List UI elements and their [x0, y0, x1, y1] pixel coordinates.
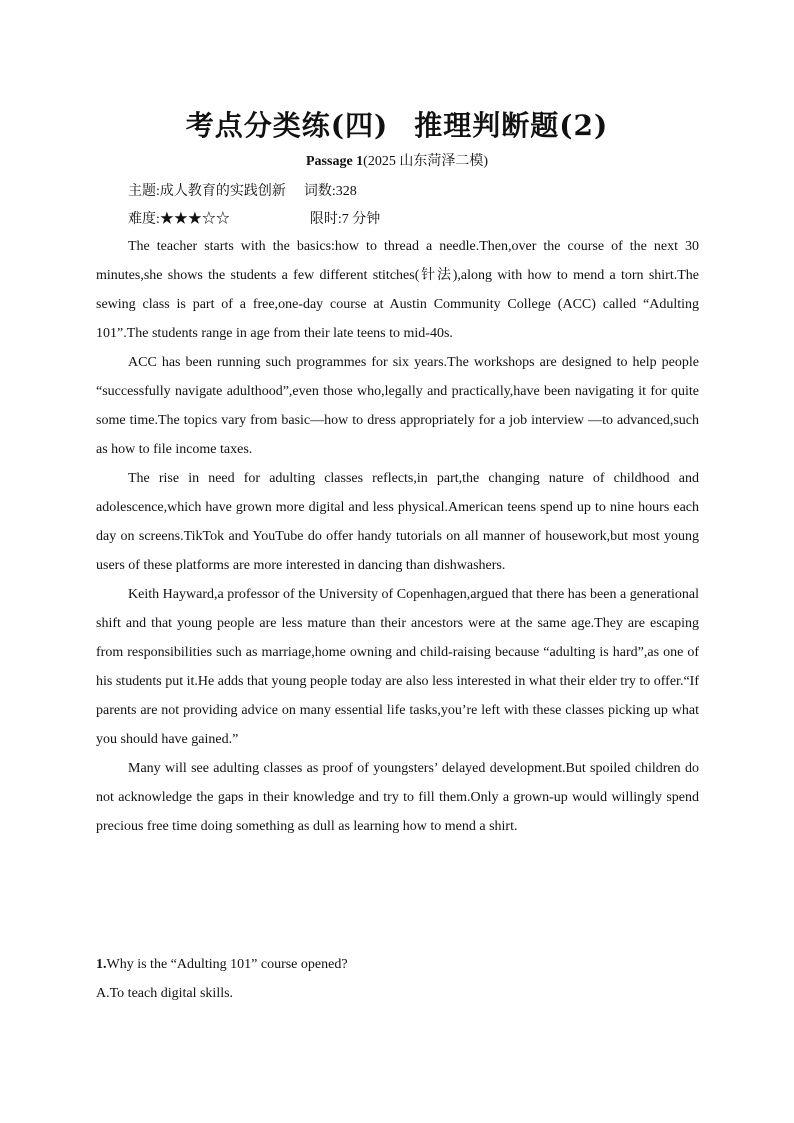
question-number: 1. [96, 957, 107, 972]
question-1 [96, 957, 348, 973]
time-limit: 限时:7 分钟 [309, 212, 381, 227]
word-count: 词数:328 [303, 184, 357, 199]
paragraph: Many will see adulting classes as proof of youngsters’ delayed development.But spoiled children do not acknowledge the gaps in their knowledge and try to fill them.Only a grown-up would willingly spend precious free time doing something as dull as learning how to mend a shirt. [96, 761, 699, 834]
passage-body [96, 232, 699, 841]
difficulty-label: 难度: [128, 212, 160, 227]
paragraph: Keith Hayward,a professor of the University of Copenhagen,argued that there has been a generational shift and that young people are less mature than their ancestors were at the same age.They are escaping from responsibilities such as marriage,home owning and child-raising because “adulting is hard”,as one of his students put it.He adds that young people today are also less interested in what their elder try to offer.“If parents are not providing advice on many essential life tasks,you’re left with these classes picking up what you should have gained.” [96, 587, 699, 747]
meta-row-topic [128, 180, 357, 200]
topic-text: 主题:成人教育的实践创新 [128, 184, 286, 199]
question-text: Why is the “Adulting 101” course opened? [106, 957, 348, 972]
paragraph: The rise in need for adulting classes reflects,in part,the changing nature of childhood and adolescence,which have grown more digital and less physical.American teens spend up to nine hours each day on screens.TikTok and YouTube do offer handy tutorials on all manner of housework,but most young users of these platforms are more interested in dancing than dishwashers. [96, 471, 699, 573]
passage-heading [0, 150, 794, 170]
page-title [0, 104, 794, 144]
option-a: A.To teach digital skills. [96, 986, 234, 1001]
meta-row-difficulty [128, 208, 380, 228]
title-part-2: 推理判断题(2) [414, 109, 609, 142]
passage-label: Passage 1 [306, 154, 364, 169]
difficulty-stars: ★★★☆☆ [159, 212, 230, 227]
title-part-1: 考点分类练(四) [185, 109, 389, 142]
passage-source: (2025 山东菏泽二模) [363, 154, 488, 169]
paragraph: The teacher starts with the basics:how to thread a needle.Then,over the course of the next 30 minutes,she shows the students a few different stitches(针法),along with how to mend a torn shirt.The sewing class is part of a free,one-day course at Austin Community College (ACC) called “Adulting 101”.The students range in age from their late teens to mid-40s. [96, 239, 699, 341]
paragraph: ACC has been running such programmes for six years.The workshops are designed to help people “successfully navigate adulthood”,even those who,legally and practically,have been navigating it for quite some time.The topics vary from basic—how to dress appropriately for a job interview —to advanced,such as how to file income taxes. [96, 355, 699, 457]
